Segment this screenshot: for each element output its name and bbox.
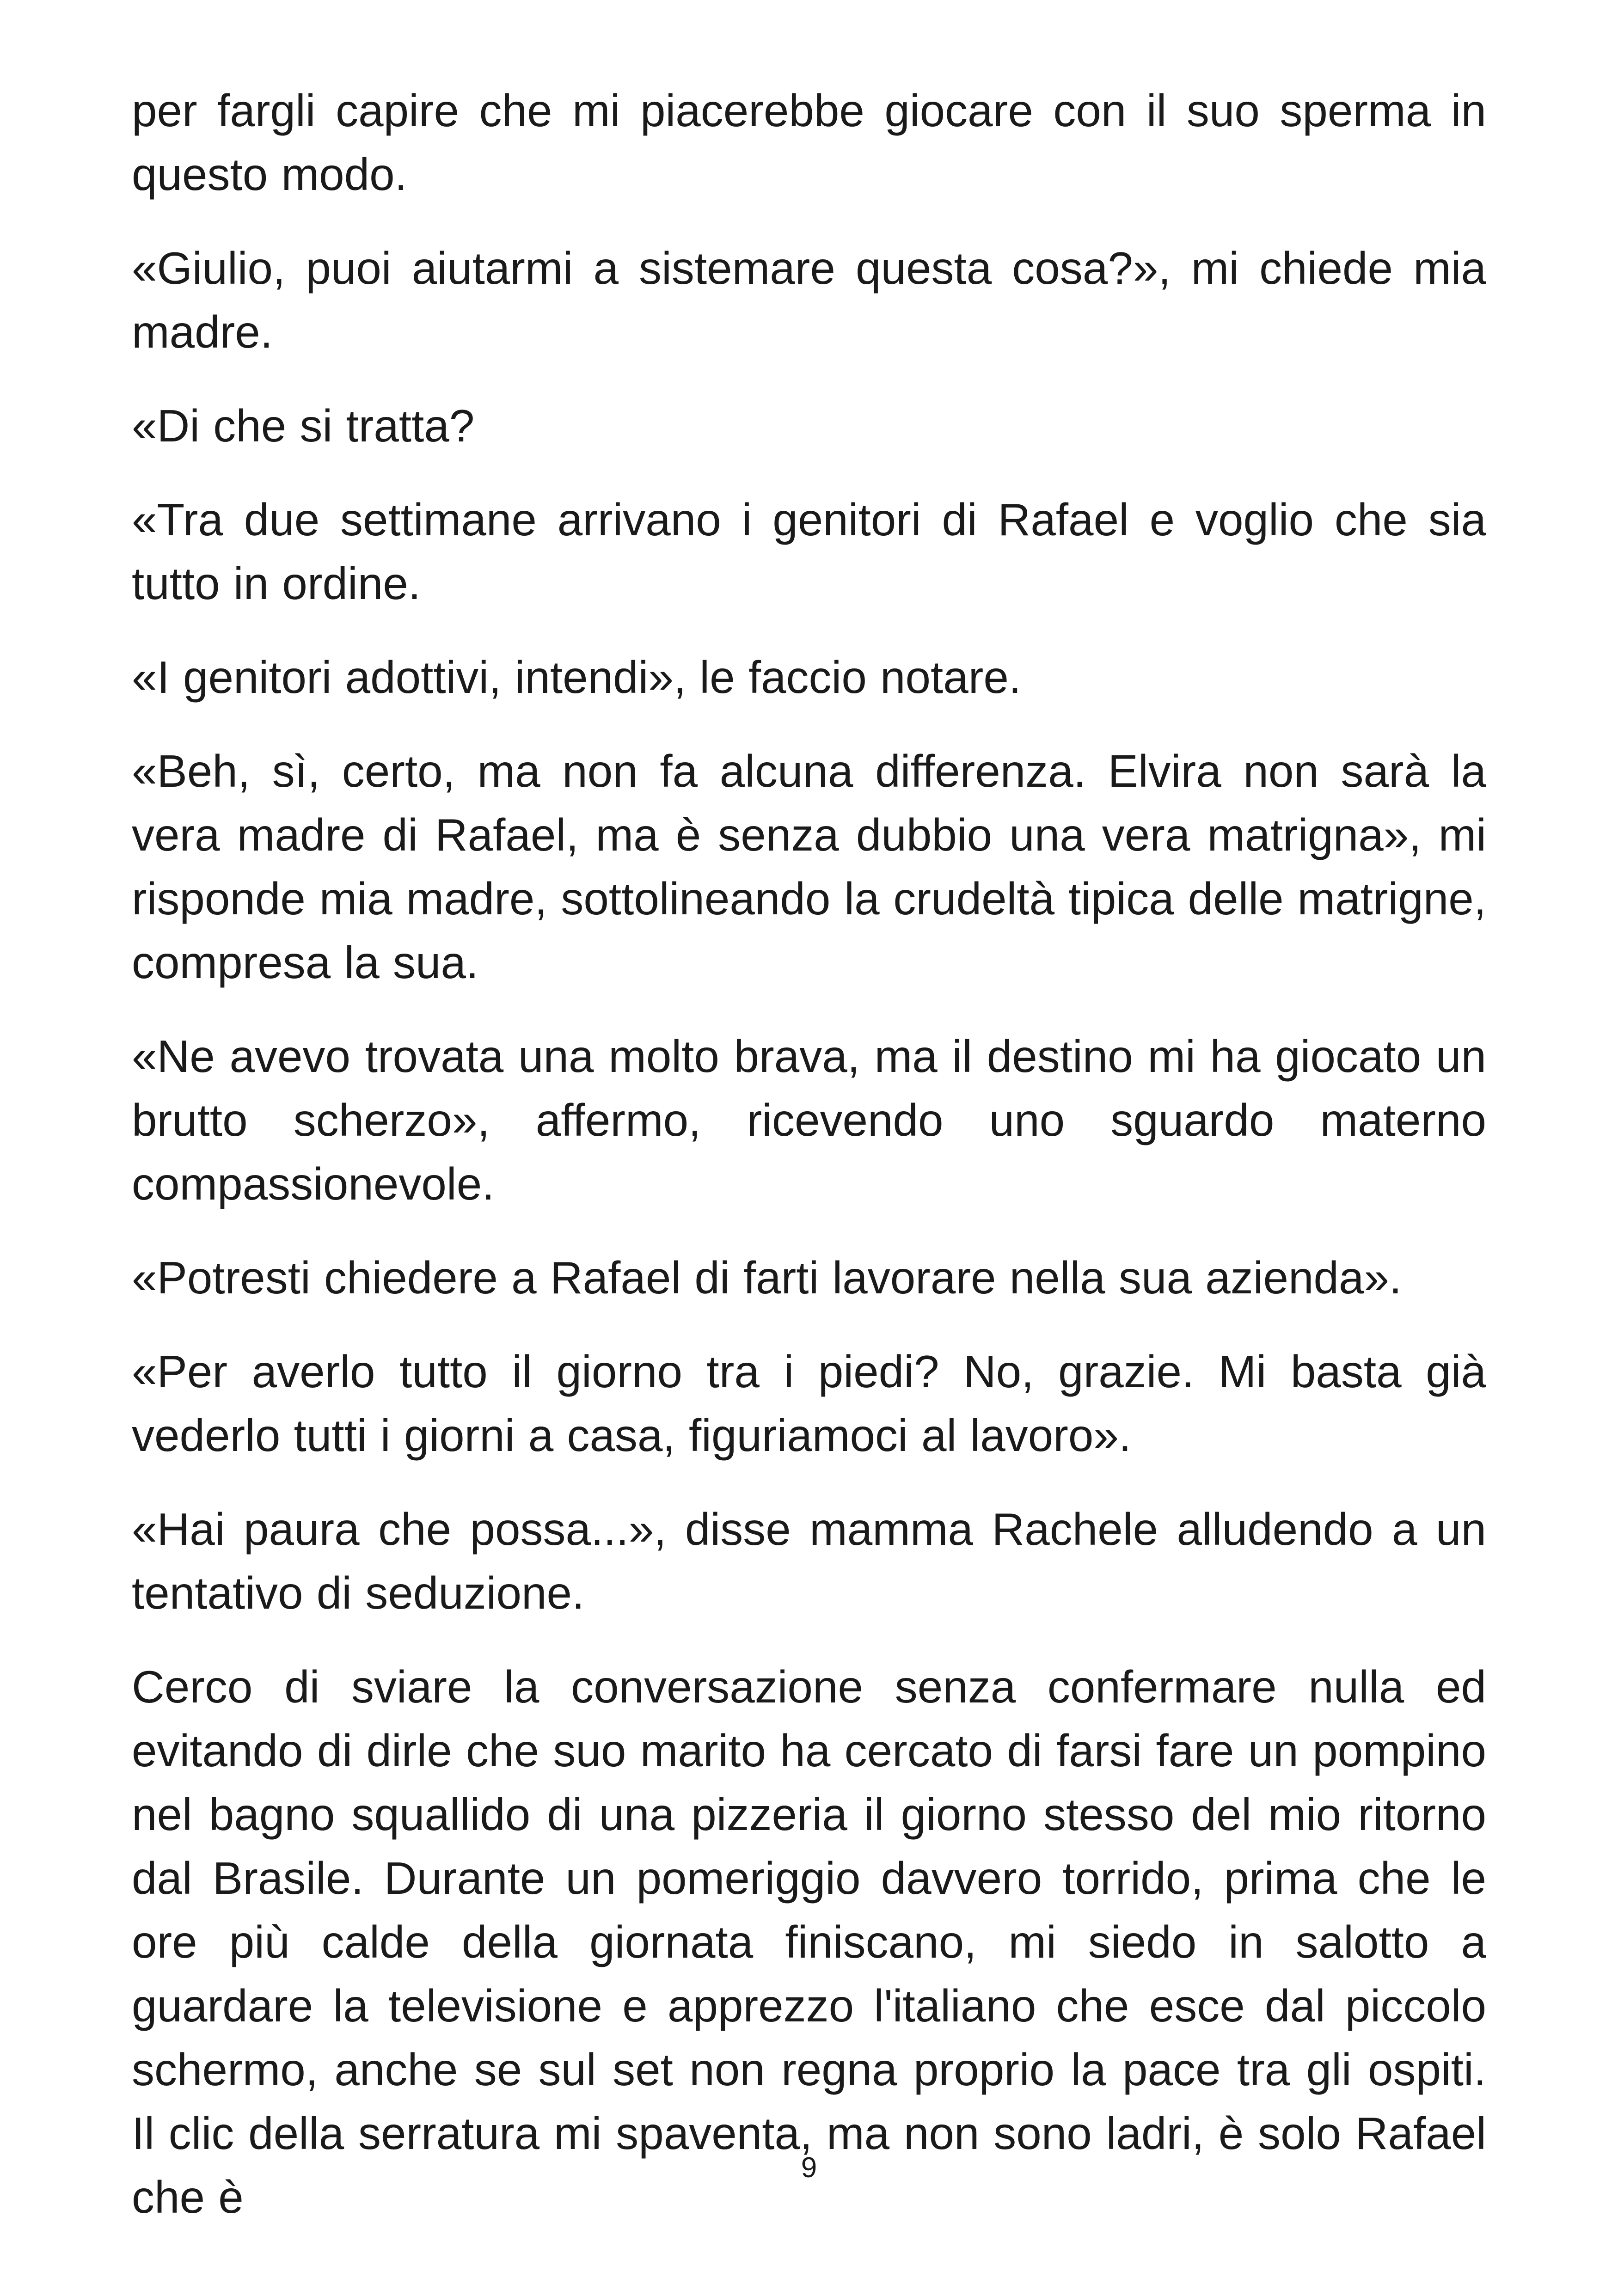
- paragraph: «I genitori adottivi, intendi», le faccio notare.: [132, 652, 1022, 703]
- paragraph: Cerco di sviare la conversazione senza confermare nulla ed evitando di dirle che suo marito ha cercato di farsi fare un pompino nel bagno squallido di una pizzeria il giorno stesso del mio ritorno dal Brasile. Durante un pomeriggio davvero torrido, prima che le ore più calde della giornata finiscano, mi siedo in salotto a guardare la televisione e apprezzo l'italiano che esce dal piccolo schermo, anche se sul set non regna proprio la pace tra gli ospiti. Il clic della serratura mi spaventa, ma non sono ladri, è solo Rafael che è: [132, 1661, 1486, 2223]
- paragraph: «Tra due settimane arrivano i genitori di Rafael e voglio che sia tutto in ordine.: [132, 494, 1486, 609]
- body-text: [132, 79, 1486, 2259]
- paragraph: «Hai paura che possa...», disse mamma Rachele alludendo a un tentativo di seduzione.: [132, 1504, 1486, 1618]
- paragraph: «Ne avevo trovata una molto brava, ma il destino mi ha giocato un brutto scherzo», affermo, ricevendo uno sguardo materno compassionevole.: [132, 1031, 1486, 1209]
- page-number: 9: [801, 2152, 817, 2184]
- paragraph: per fargli capire che mi piacerebbe giocare con il suo sperma in questo modo.: [132, 85, 1486, 200]
- paragraph: «Di che si tratta?: [132, 400, 475, 451]
- paragraph: «Per averlo tutto il giorno tra i piedi? No, grazie. Mi basta già vederlo tutti i giorni a casa, figuriamoci al lavoro».: [132, 1346, 1486, 1461]
- paragraph: «Giulio, puoi aiutarmi a sistemare questa cosa?», mi chiede mia madre.: [132, 243, 1486, 357]
- paragraph: «Potresti chiedere a Rafael di farti lavorare nella sua azienda».: [132, 1252, 1402, 1303]
- paragraph: «Beh, sì, certo, ma non fa alcuna differenza. Elvira non sarà la vera madre di Rafael, ma è senza dubbio una vera matrigna», mi risponde mia madre, sottolineando la crudeltà tipica delle matrigne, compresa la sua.: [132, 746, 1486, 988]
